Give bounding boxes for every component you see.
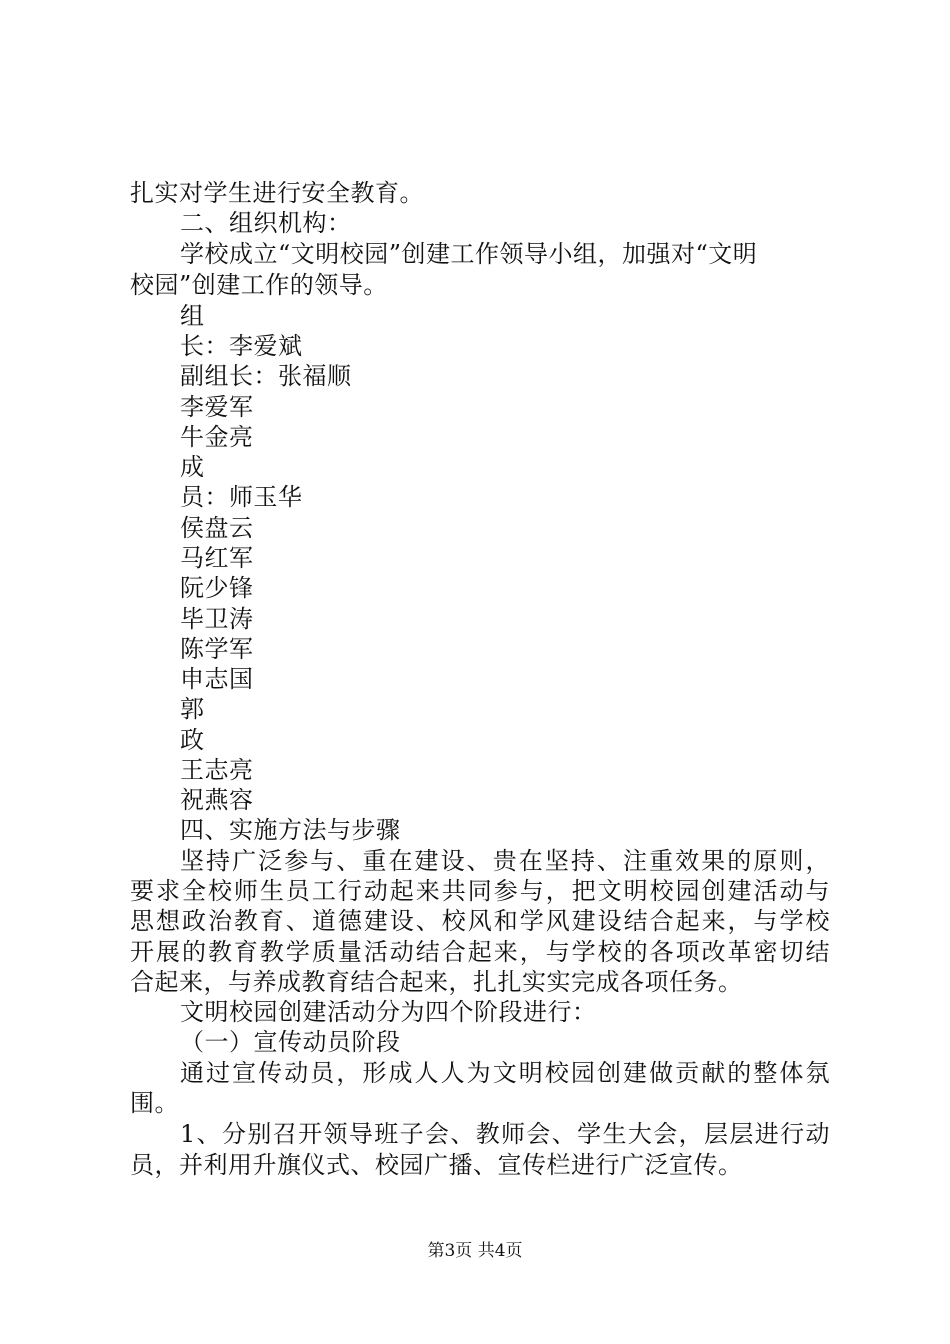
- org-role-label: 成: [180, 453, 205, 481]
- org-member: 申志国: [180, 665, 254, 693]
- page-footer: 第3页 共4页: [427, 1241, 523, 1261]
- body-line: 思想政治教育、道德建设、校风和学风建设结合起来，与学校: [130, 907, 830, 935]
- body-line: 员，并利用升旗仪式、校园广播、宣传栏进行广泛宣传。: [130, 1151, 743, 1179]
- body-line: 合起来，与养成教育结合起来，扎扎实实完成各项任务。: [130, 968, 743, 996]
- body-line: 围。: [130, 1089, 179, 1117]
- section-heading: 四、实施方法与步骤: [180, 816, 401, 844]
- org-member: 牛金亮: [180, 423, 254, 451]
- body-line: 1、分别召开领导班子会、教师会、学生大会，层层进行动: [180, 1120, 830, 1148]
- body-line: 要求全校师生员工行动起来共同参与，把文明校园创建活动与: [130, 877, 830, 905]
- org-member: 祝燕容: [180, 786, 254, 814]
- body-line: 开展的教育教学质量活动结合起来，与学校的各项改革密切结: [130, 938, 830, 966]
- body-line: 通过宣传动员，形成人人为文明校园创建做贡献的整体氛: [180, 1059, 830, 1087]
- body-line: 校园”创建工作的领导。: [130, 271, 388, 299]
- body-line: 学校成立“文明校园”创建工作领导小组，加强对“文明: [180, 240, 758, 268]
- subsection-heading: （一）宣传动员阶段: [180, 1028, 401, 1056]
- org-member: 政: [180, 726, 205, 754]
- org-role-label: 组: [180, 302, 205, 330]
- org-member: 侯盘云: [180, 514, 254, 542]
- org-member: 陈学军: [180, 635, 254, 663]
- org-member: 李爱军: [180, 393, 254, 421]
- org-member: 郭: [180, 695, 205, 723]
- org-member: 阮少锋: [180, 574, 254, 602]
- org-member: 王志亮: [180, 756, 254, 784]
- body-line: 扎实对学生进行安全教育。: [130, 179, 424, 207]
- org-member: 员：师玉华: [180, 483, 303, 511]
- body-line: 文明校园创建活动分为四个阶段进行：: [180, 998, 597, 1026]
- org-member: 长：李爱斌: [180, 332, 303, 360]
- section-heading: 二、组织机构：: [180, 209, 352, 237]
- body-line: 坚持广泛参与、重在建设、贵在坚持、注重效果的原则，: [180, 847, 830, 875]
- org-member: 毕卫涛: [180, 605, 254, 633]
- org-member: 马红军: [180, 544, 254, 572]
- org-member: 副组长：张福顺: [180, 362, 352, 390]
